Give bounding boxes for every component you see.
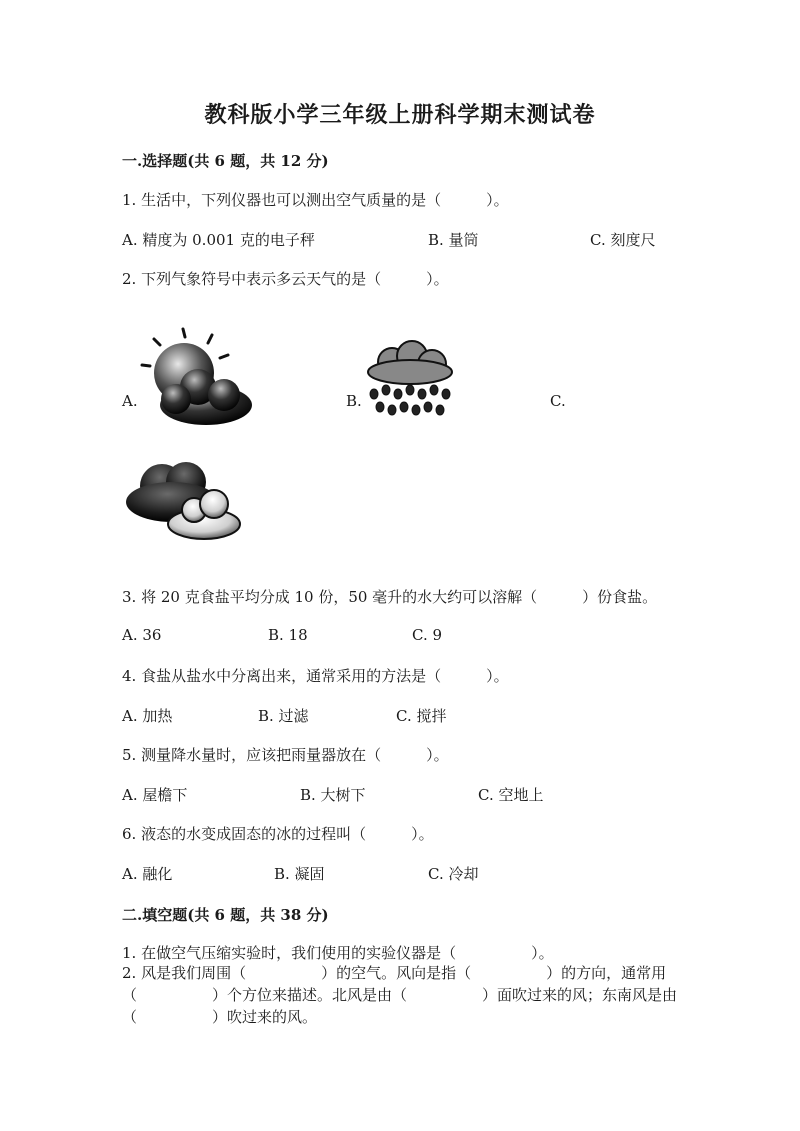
q2-option-b: B.: [346, 392, 362, 410]
q5-option-c: C. 空地上: [478, 786, 544, 804]
q3-option-c: C. 9: [412, 626, 443, 644]
section-heading-fill: 二.填空题(共 6 题，共 38 分): [122, 906, 329, 924]
question-5: 5. 测量降水量时，应该把雨量器放在（ ）。: [122, 746, 449, 764]
question-6: 6. 液态的水变成固态的冰的过程叫（ ）。: [122, 825, 434, 843]
q2-option-c: C.: [550, 392, 566, 410]
q6-option-a: A. 融化: [122, 865, 173, 883]
q4-option-a: A. 加热: [122, 707, 173, 725]
q3-option-a: A. 36: [122, 626, 162, 644]
q6-option-b: B. 凝固: [274, 865, 325, 883]
q3-option-b: B. 18: [268, 626, 308, 644]
question-4: 4. 食盐从盐水中分离出来，通常采用的方法是（ ）。: [122, 667, 509, 685]
rain-cloud-icon: [360, 340, 460, 422]
q2-option-a: A.: [122, 392, 138, 410]
section-heading-choice: 一.选择题(共 6 题，共 12 分): [122, 152, 329, 170]
question-3: 3. 将 20 克食盐平均分成 10 份，50 毫升的水大约可以溶解（ ）份食盐。: [122, 588, 658, 606]
q4-option-b: B. 过滤: [258, 707, 309, 725]
q5-option-a: A. 屋檐下: [122, 786, 188, 804]
fill-question-2: 2. 风是我们周围（ ）的空气。风向是指（ ）的方向，通常用（ ）个方位来描述。北风是由（ ）面吹过来的风；东南风是由（ ）吹过来的风。: [122, 964, 678, 1026]
fill-question-1: 1. 在做空气压缩实验时，我们使用的实验仪器是（ ）。: [122, 944, 554, 962]
q4-option-c: C. 搅拌: [396, 707, 447, 725]
q5-option-b: B. 大树下: [300, 786, 366, 804]
page-title: 教科版小学三年级上册科学期末测试卷: [204, 102, 596, 128]
question-2: 2. 下列气象符号中表示多云天气的是（ ）。: [122, 270, 449, 288]
question-1: 1. 生活中，下列仪器也可以测出空气质量的是（ ）。: [122, 191, 509, 209]
q6-option-c: C. 冷却: [428, 865, 479, 883]
q1-option-a: A. 精度为 0.001 克的电子秤: [122, 231, 315, 249]
cloudy-icon: [122, 458, 247, 548]
q1-option-c: C. 刻度尺: [590, 231, 656, 249]
q1-option-b: B. 量筒: [428, 231, 479, 249]
sun-behind-cloud-icon: [138, 325, 258, 430]
